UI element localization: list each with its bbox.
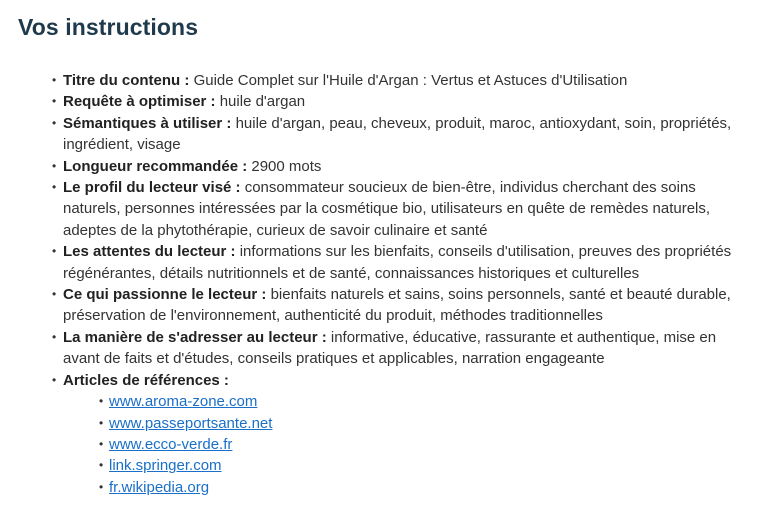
instruction-label: Sémantiques à utiliser :: [63, 114, 232, 132]
reference-item: [109, 434, 753, 455]
instruction-semantics: [63, 113, 753, 156]
reference-link-ecco-verde[interactable]: www.ecco-verde.fr: [109, 435, 233, 453]
instruction-value: consommateur soucieux de bien-être, individus cherchant des soins naturels, personnes intéressées par la cosmétique bio, utilisateurs en quête de remèdes naturels, adeptes de la phytothérapie, curieux de savoir culinaire et santé: [63, 179, 711, 239]
instruction-label: Le profil du lecteur visé :: [63, 179, 241, 197]
instruction-label: Titre du contenu :: [63, 72, 190, 89]
reference-item: [109, 391, 753, 412]
instruction-label: Les attentes du lecteur :: [63, 243, 236, 261]
instruction-value: huile d'argan, peau, cheveux, produit, maroc, antioxydant, soin, propriétés, ingrédient, visage: [63, 114, 732, 154]
reference-link-aroma-zone[interactable]: www.aroma-zone.com: [109, 393, 258, 411]
instruction-tone: [63, 327, 753, 370]
reference-link-springer[interactable]: link.springer.com: [109, 457, 222, 475]
instruction-label: Ce qui passionne le lecteur :: [63, 286, 267, 304]
reference-link-passeportsante[interactable]: www.passeportsante.net: [109, 414, 273, 432]
instruction-label: La manière de s'adresser au lecteur :: [63, 328, 327, 346]
instruction-query: [63, 91, 753, 112]
instruction-value: 2900 mots: [251, 157, 322, 175]
reference-item: [109, 455, 753, 476]
reference-item: [109, 477, 753, 498]
references-list: [63, 391, 753, 498]
reference-link-wikipedia[interactable]: fr.wikipedia.org: [109, 478, 210, 496]
instruction-value: Guide Complet sur l'Huile d'Argan : Vertus et Astuces d'Utilisation: [193, 72, 628, 89]
instruction-reader-passions: [63, 284, 753, 327]
page-title: Vos instructions: [18, 14, 199, 40]
instruction-title: [63, 70, 753, 91]
instruction-reader-expectations: [63, 241, 753, 284]
instructions-list: [63, 70, 753, 498]
instruction-reader-profile: [63, 177, 753, 241]
instruction-value: informations sur les bienfaits, conseils d'utilisation, preuves des propriétés régénérantes, détails nutritionnels et de santé, connaissances historiques et culturelles: [63, 243, 732, 282]
instruction-label: Longueur recommandée :: [63, 157, 248, 175]
instruction-label: Articles de références :: [63, 371, 229, 389]
reference-item: [109, 413, 753, 434]
instruction-value: bienfaits naturels et sains, soins personnels, santé et beauté durable, préservation de l'environnement, authenticité du produit, méthodes traditionnelles: [63, 286, 731, 325]
instruction-references: [63, 370, 753, 498]
instruction-value: informative, éducative, rassurante et authentique, mise en avant de faits et d'études, conseils pratiques et applicables, narration engageante: [63, 328, 717, 368]
instruction-length: [63, 156, 753, 177]
instruction-value: huile d'argan: [219, 93, 306, 111]
instruction-label: Requête à optimiser :: [63, 93, 216, 111]
